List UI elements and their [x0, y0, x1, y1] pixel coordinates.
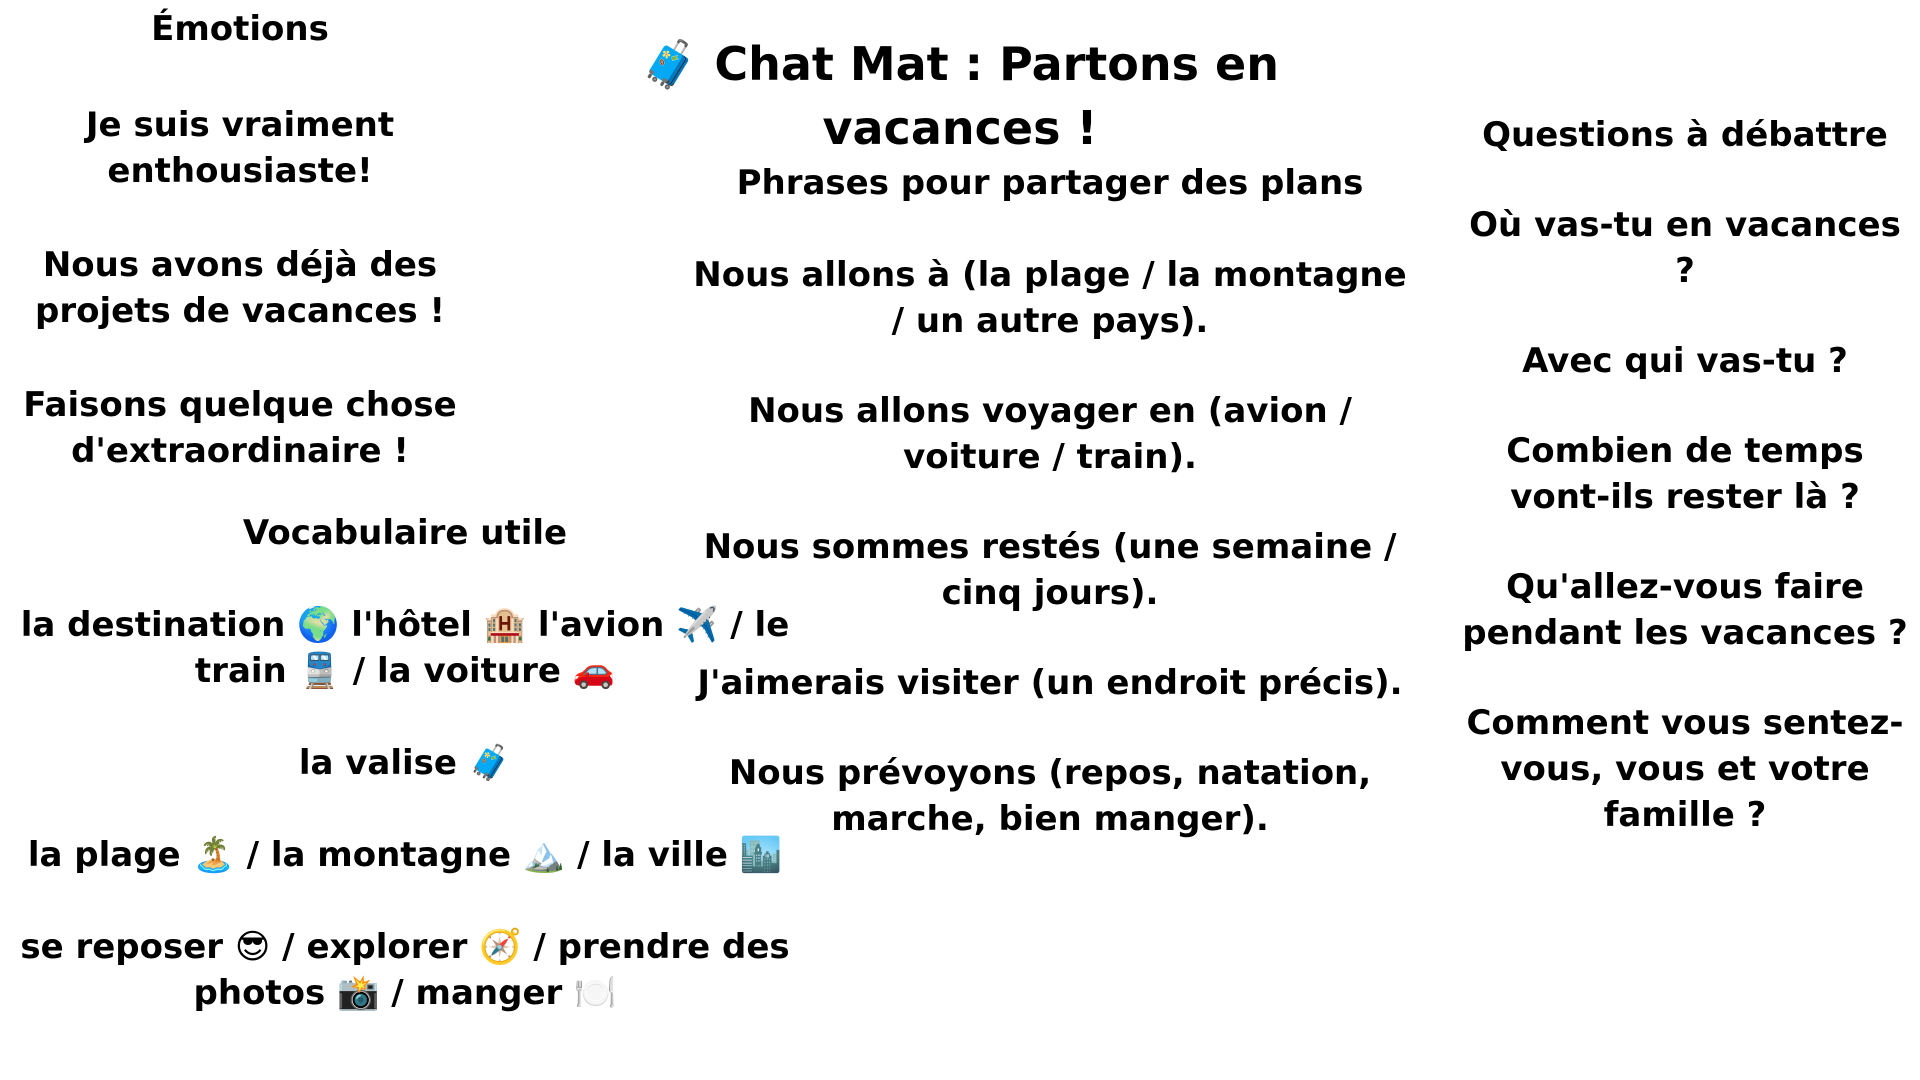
question-item: Comment vous sentez-vous, vous et votre famille ? — [1466, 703, 1904, 835]
phrase-item: Nous sommes restés (une semaine / cinq jours). — [703, 527, 1397, 613]
emotions-section — [20, 6, 460, 522]
phrases-heading: Phrases pour partager des plans — [736, 163, 1364, 203]
emotions-heading: Émotions — [151, 9, 329, 49]
vocabulary-item: la valise 🧳 — [298, 743, 512, 783]
vocabulary-item: la plage 🏝️ / la montagne 🏔️ / la ville 🏙️ — [27, 835, 783, 875]
emotion-phrase: Faisons quelque chose d'extraordinaire ! — [23, 385, 457, 471]
page-title-text: Chat Mat : Partons en vacances ! — [714, 37, 1279, 155]
questions-heading: Questions à débattre — [1482, 115, 1888, 155]
phrase-item: Nous prévoyons (repos, natation, marche, bien manger). — [728, 753, 1372, 839]
page-title — [560, 32, 1360, 160]
luggage-icon: 🧳 — [641, 37, 699, 91]
question-item: Qu'allez-vous faire pendant les vacances ? — [1462, 567, 1908, 653]
phrase-item: J'aimerais visiter (un endroit précis). — [697, 663, 1403, 703]
questions-section — [1455, 112, 1915, 882]
vocabulary-item: se reposer 😎 / explorer 🧭 / prendre des photos 📸 / manger 🍽️ — [20, 927, 790, 1013]
emotion-phrase: Je suis vraiment enthousiaste! — [85, 105, 395, 191]
phrase-item: Nous allons à (la plage / la montagne / un autre pays). — [693, 255, 1407, 341]
vocabulary-section — [20, 510, 790, 1062]
question-item: Avec qui vas-tu ? — [1522, 341, 1848, 381]
vocabulary-heading: Vocabulaire utile — [242, 513, 568, 553]
emotion-phrase: Nous avons déjà des projets de vacances ! — [35, 245, 445, 331]
phrase-item: Nous allons voyager en (avion / voiture / train). — [748, 391, 1352, 477]
question-item: Où vas-tu en vacances ? — [1469, 205, 1901, 291]
phrases-section — [690, 160, 1410, 886]
question-item: Combien de temps vont-ils rester là ? — [1506, 431, 1864, 517]
vocabulary-item: la destination 🌍 l'hôtel 🏨 l'avion ✈️ / le train 🚆 / la voiture 🚗 — [20, 605, 790, 691]
